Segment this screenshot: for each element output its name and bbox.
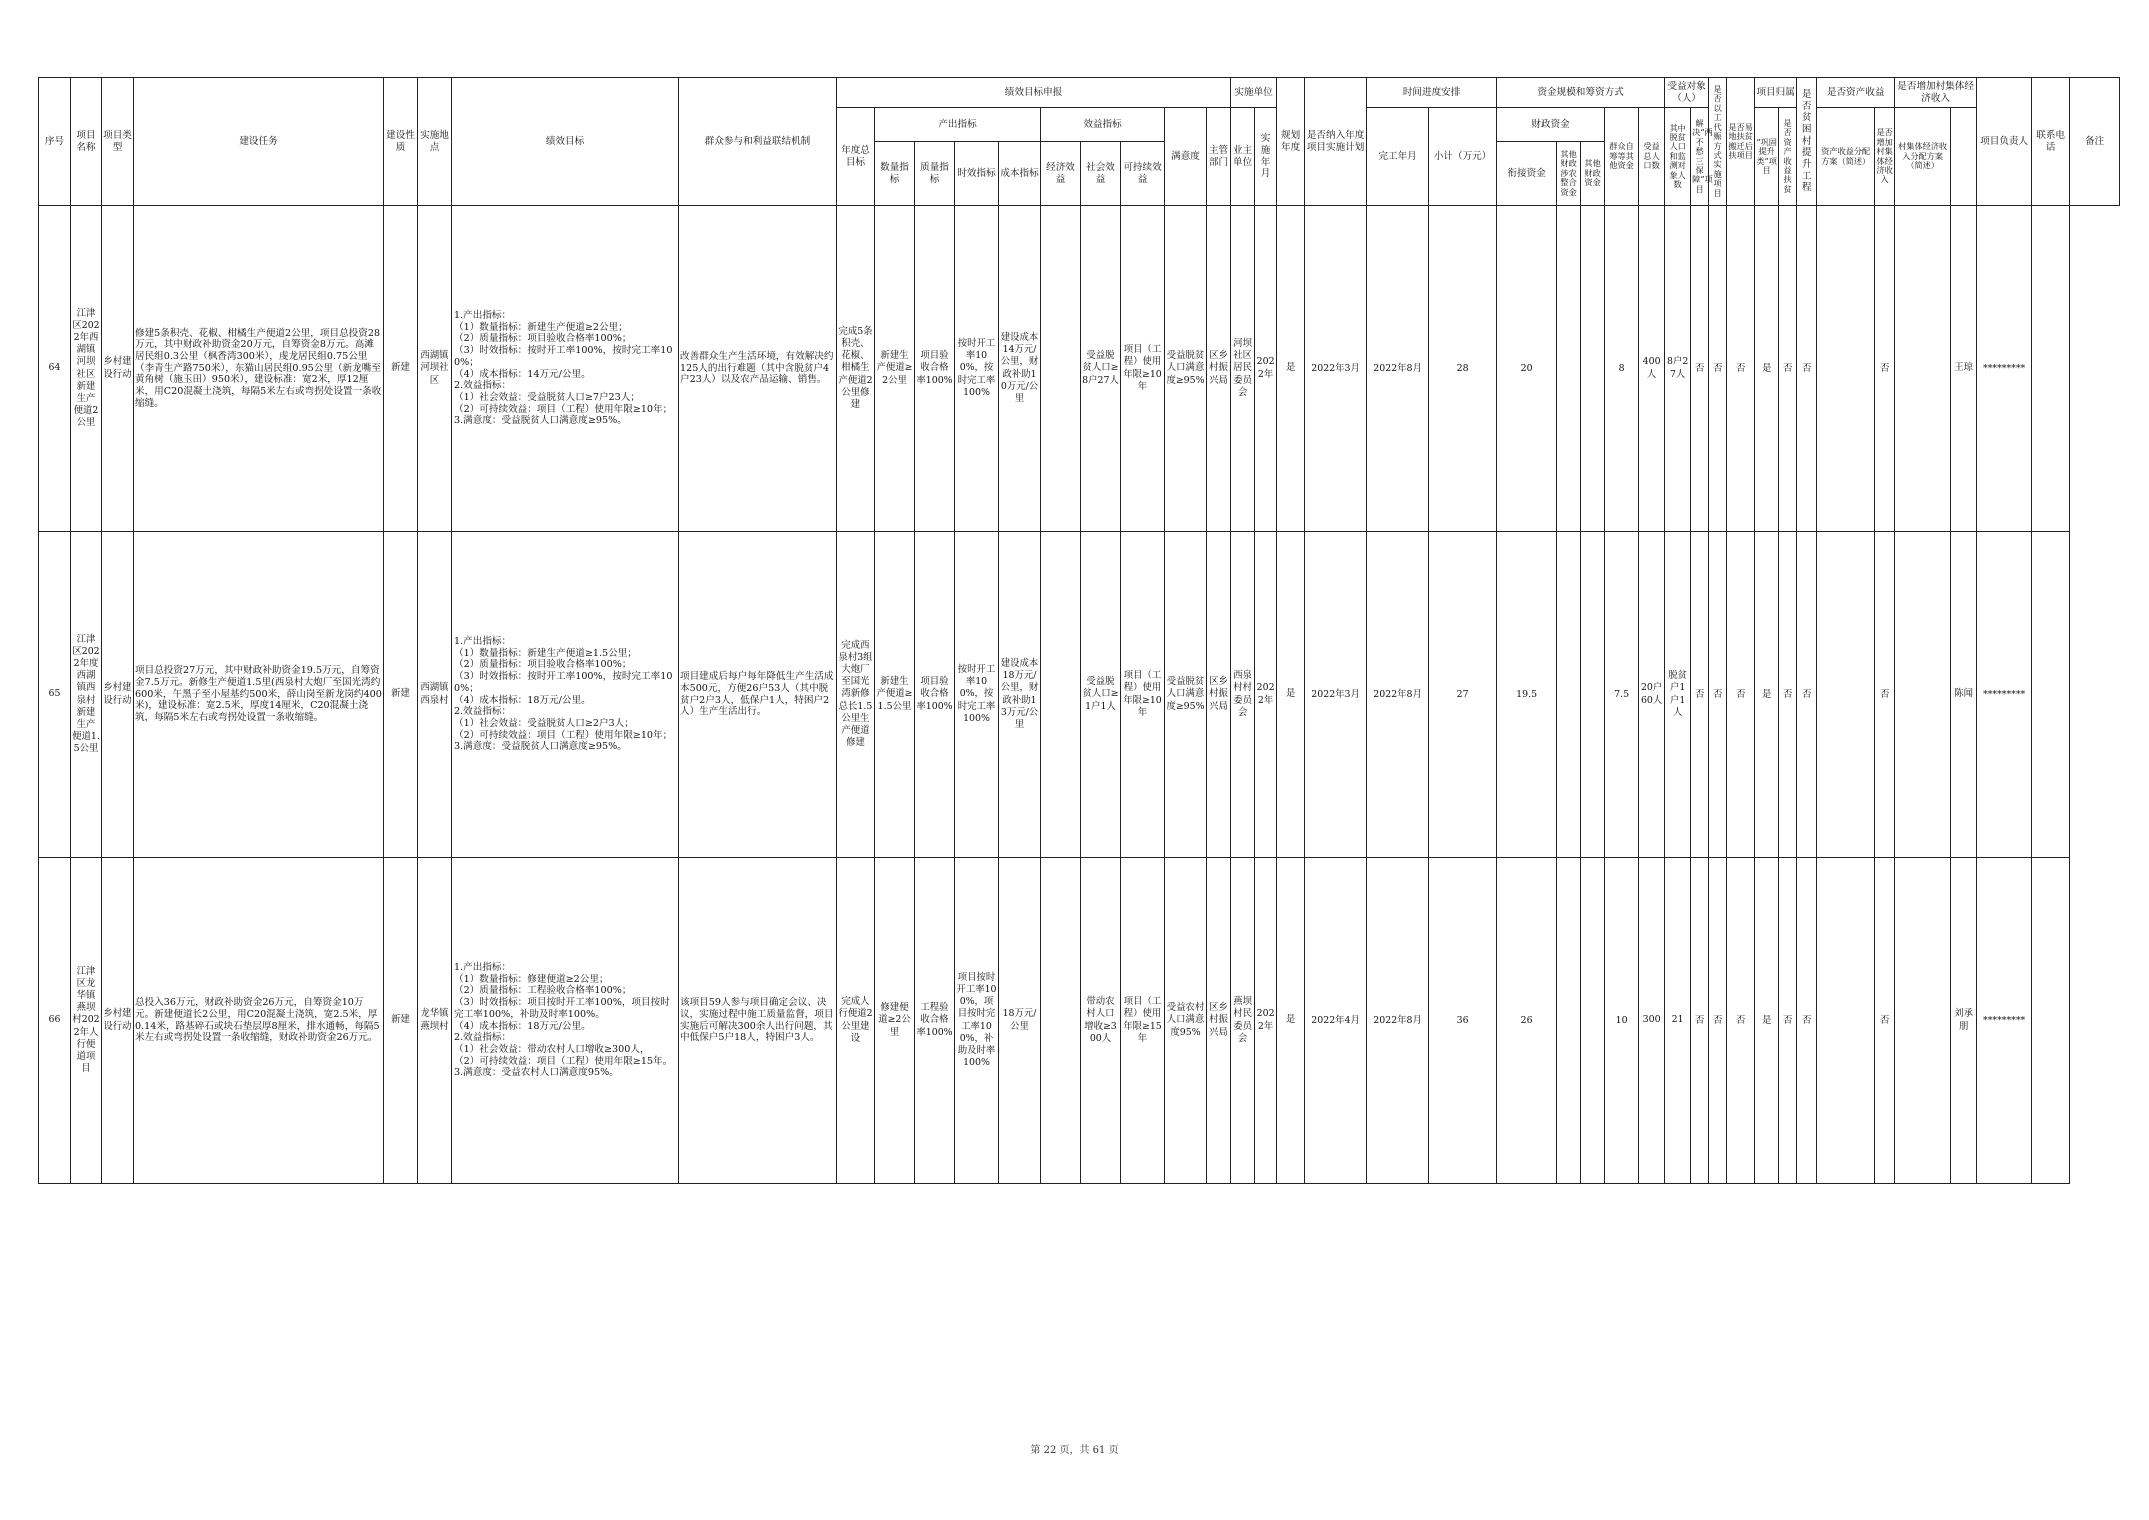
cell-quality: 工程验收合格率100% bbox=[915, 858, 955, 1184]
cell-subtotal: 28 bbox=[1429, 206, 1497, 532]
cell-relocation: 否 bbox=[1709, 858, 1727, 1184]
cell-self-raised: 8 bbox=[1605, 206, 1639, 532]
cell-social: 受益脱贫人口≥8户27人 bbox=[1081, 206, 1121, 532]
cell-seq: 66 bbox=[39, 858, 71, 1184]
cell-poor-beneficiaries: 21 bbox=[1665, 858, 1691, 1184]
cell-mechanism: 该项目59人参与项目确定会议、决议，实施过程中施工质量监督，项目实施后可解决300余人出行问题，其中低保户5户18人，特困户3人。 bbox=[679, 858, 837, 1184]
goal-line: 3.满意度：受益脱贫人口满意度≥95%。 bbox=[454, 741, 627, 753]
cell-relocation: 否 bbox=[1709, 532, 1727, 858]
cell-annual-target: 完成人行便道2公里建设 bbox=[837, 858, 875, 1184]
cell-project-type: 乡村建设行动 bbox=[102, 532, 134, 858]
cell-is-asset-income: 否 bbox=[1797, 532, 1817, 858]
header-connection-funds: 衔接资金 bbox=[1497, 142, 1557, 206]
cell-start-month: 2022年3月 bbox=[1305, 532, 1367, 858]
goal-line: 3.满意度：受益脱贫人口满意度≥95%。 bbox=[454, 415, 627, 427]
header-funding: 资金规模和筹资方式 bbox=[1497, 78, 1665, 108]
cell-two-guarantees: 否 bbox=[1727, 532, 1755, 858]
cell-end-month: 2022年8月 bbox=[1367, 532, 1429, 858]
header-performance-report: 绩效目标申报 bbox=[837, 78, 1231, 108]
goal-line: （3）时效指标：按时开工率100%，按时完工率100%； bbox=[454, 671, 673, 694]
cell-sustainable: 项目（工程）使用年限≥15年 bbox=[1121, 858, 1165, 1184]
cell-plan-year: 2022年 bbox=[1255, 206, 1277, 532]
cell-other-fiscal-funds bbox=[1581, 206, 1605, 532]
goal-line: 3.满意度：受益农村人口满意度95%。 bbox=[454, 1067, 619, 1079]
cell-total-beneficiaries: 20户60人 bbox=[1639, 532, 1665, 858]
header-quantity: 数量指标 bbox=[875, 142, 915, 206]
header-is-asset-income: 是否资产收益扶贫 bbox=[1779, 108, 1797, 206]
cell-income-distribution bbox=[1817, 532, 1875, 858]
header-consolidate: “巩固提升类”项目 bbox=[1755, 108, 1779, 206]
table-row bbox=[39, 532, 2120, 858]
header-plan-year: 规划年度 bbox=[1277, 78, 1305, 206]
header-total-beneficiaries: 受益总人口数 bbox=[1639, 108, 1665, 206]
header-sustainable: 可持续效益 bbox=[1121, 142, 1165, 206]
cell-subtotal: 36 bbox=[1429, 858, 1497, 1184]
goal-line: 2.效益指标： bbox=[454, 380, 512, 392]
cell-supervisor: 区乡村振兴局 bbox=[1207, 206, 1231, 532]
cell-two-guarantees: 否 bbox=[1727, 206, 1755, 532]
header-included-in-plan: 是否纳入年度项目实施计划 bbox=[1305, 78, 1367, 206]
header-supervisor: 主管部门 bbox=[1207, 108, 1231, 206]
header-annual-target: 年度总目标 bbox=[837, 108, 875, 206]
page-footer: 第 22 页，共 61 页 bbox=[1030, 1445, 1119, 1456]
cell-self-raised: 10 bbox=[1605, 858, 1639, 1184]
goal-line: （1）数量指标：新建生产便道≥2公里； bbox=[454, 321, 628, 333]
header-phone: 联系电话 bbox=[2032, 78, 2070, 206]
cell-start-month: 2022年4月 bbox=[1305, 858, 1367, 1184]
cell-timeliness: 按时开工率100%，按时完工率100% bbox=[955, 206, 999, 532]
cell-remarks bbox=[2032, 858, 2070, 1184]
cell-quantity: 新建生产便道≥1.5公里 bbox=[875, 532, 915, 858]
header-output-indicators: 产出指标 bbox=[875, 108, 1041, 142]
cell-manager: 王琼 bbox=[1951, 206, 1977, 532]
cell-poor-village: 否 bbox=[1779, 858, 1797, 1184]
cell-manager: 刘承朋 bbox=[1951, 858, 1977, 1184]
cell-satisfaction: 受益脱贫人口满意度≥95% bbox=[1165, 532, 1207, 858]
cell-location: 西湖镇西泉村 bbox=[418, 532, 452, 858]
cell-timeliness: 按时开工率100%，按时完工率100% bbox=[955, 532, 999, 858]
cell-self-raised: 7.5 bbox=[1605, 532, 1639, 858]
header-start-month: 实施年月 bbox=[1255, 108, 1277, 206]
cell-manager: 陈闻 bbox=[1951, 532, 1977, 858]
header-asset-income: 是否资产收益 bbox=[1817, 78, 1895, 108]
header-collective-distribution: 村集体经济收入分配方案（简述） bbox=[1895, 108, 1951, 206]
cell-performance-goal bbox=[452, 532, 679, 858]
cell-is-collective: 否 bbox=[1875, 206, 1895, 532]
cell-poor-village: 否 bbox=[1779, 206, 1797, 532]
cell-remarks bbox=[2032, 206, 2070, 532]
cell-seq: 65 bbox=[39, 532, 71, 858]
cell-economic bbox=[1041, 858, 1081, 1184]
header-other-fiscal-funds: 其他财政资金 bbox=[1581, 142, 1605, 206]
cell-seq: 64 bbox=[39, 206, 71, 532]
header-quality: 质量指标 bbox=[915, 142, 955, 206]
cell-start-month: 2022年3月 bbox=[1305, 206, 1367, 532]
goal-line: （3）时效指标：按时开工率100%，按时完工率100%； bbox=[454, 345, 673, 368]
cell-construction-nature: 新建 bbox=[384, 532, 418, 858]
goal-line: （4）成本指标：18万元/公里。 bbox=[454, 1020, 591, 1032]
cell-collective-distribution bbox=[1895, 532, 1951, 858]
cell-construction-task: 项目总投资27万元，其中财政补助资金19.5万元，自筹资金7.5万元。新修生产便道1.5里(西泉村大炮厂至国光湾约600米，午黑子至小屋基约500米，薛山岗至新龙岗约400米)，建设标准：宽2.5米，厚度14厘米，C20混凝土浇筑，每隔5米左右或弯拐处设置一条收缩缝。 bbox=[134, 532, 384, 858]
cell-phone: ********* bbox=[1977, 206, 2032, 532]
goal-line: 2.效益指标： bbox=[454, 706, 512, 718]
cell-subtotal: 27 bbox=[1429, 532, 1497, 858]
header-project-type: 项目类型 bbox=[102, 78, 134, 206]
header-subtotal: 小计（万元） bbox=[1429, 108, 1497, 206]
cell-is-asset-income: 否 bbox=[1797, 858, 1817, 1184]
header-performance-goal: 绩效目标 bbox=[452, 78, 679, 206]
goal-line: （3）时效指标：项目按时开工率100%，项目按时完工率100%，补助及时率100%。 bbox=[454, 997, 670, 1020]
cell-plan-year: 2022年 bbox=[1255, 532, 1277, 858]
header-two-guarantees: 解决“两不愁三保障”项目 bbox=[1691, 108, 1709, 206]
cell-location: 龙华镇燕坝村 bbox=[418, 858, 452, 1184]
cell-phone: ********* bbox=[1977, 532, 2032, 858]
header-manager: 项目负责人 bbox=[1977, 78, 2032, 206]
cell-connection-funds: 26 bbox=[1497, 858, 1557, 1184]
cell-relocation: 否 bbox=[1709, 206, 1727, 532]
header-timeliness: 时效指标 bbox=[955, 142, 999, 206]
header-social: 社会效益 bbox=[1081, 142, 1121, 206]
cell-construction-task: 总投入36万元，财政补助资金26万元，自筹资金10万元。新建便道长2公里，用C20混凝土浇筑，宽2.5米，厚0.14米，路基碎石或块石垫层厚8厘米，排水通畅，每隔5米左右或弯拐处设置一条收缩缝，财政补助资金26万元。 bbox=[134, 858, 384, 1184]
cell-location: 西湖镇河坝社区 bbox=[418, 206, 452, 532]
cell-supervisor: 区乡村振兴局 bbox=[1207, 858, 1231, 1184]
goal-line: （2）质量指标：项目验收合格率100%； bbox=[454, 659, 632, 671]
header-mechanism: 群众参与和利益联结机制 bbox=[679, 78, 837, 206]
header-other-agri-funds: 其他财政涉农整合资金 bbox=[1557, 142, 1581, 206]
cell-two-guarantees: 否 bbox=[1727, 858, 1755, 1184]
cell-quantity: 修建便道≥2公里 bbox=[875, 858, 915, 1184]
cell-consolidate: 是 bbox=[1755, 858, 1779, 1184]
header-relocation: 是否易地扶贫搬迁后扶项目 bbox=[1727, 78, 1755, 206]
goal-line: 1.产出指标： bbox=[454, 635, 512, 647]
cell-economic bbox=[1041, 206, 1081, 532]
goal-line: （2）可持续效益：项目（工程）使用年限≥15年。 bbox=[454, 1055, 673, 1067]
cell-other-agri-funds bbox=[1557, 206, 1581, 532]
goal-line: （2）可持续效益：项目（工程）使用年限≥10年； bbox=[454, 403, 673, 415]
cell-construction-task: 修建5条积壳、花椒、柑橘生产便道2公里，项目总投资28万元，其中财政补助资金20万元，自筹资金8万元。高滩居民组0.3公里（枫香湾300米），虔龙居民组0.75公里（李青生产路750米），东猫山居民组0.95公里（新龙嘴至黄角树（施玉田）950米），建设标准：宽2米，厚12厘米，用C20混凝土浇筑，每隔5米左右或弯拐处设置一条收缩缝。 bbox=[134, 206, 384, 532]
project-table bbox=[38, 77, 2120, 1184]
cell-project-name: 江津区龙华镇燕坝村2022年人行便道项目 bbox=[71, 858, 102, 1184]
cell-is-asset-income: 否 bbox=[1797, 206, 1817, 532]
header-owner-unit: 业主单位 bbox=[1231, 108, 1255, 206]
goal-line: （2）质量指标：工程验收合格率100%； bbox=[454, 985, 632, 997]
cell-performance-goal bbox=[452, 858, 679, 1184]
cell-social: 受益脱贫人口≥1户1人 bbox=[1081, 532, 1121, 858]
cell-other-fiscal-funds bbox=[1581, 858, 1605, 1184]
cell-project-name: 江津区2022年度西湖镇西泉村新建生产便道1.5公里 bbox=[71, 532, 102, 858]
cell-end-month: 2022年8月 bbox=[1367, 206, 1429, 532]
header-fiscal-funds: 财政资金 bbox=[1497, 108, 1605, 142]
cell-project-name: 江津区2022年西湖镇河坝社区新建生产便道2公里 bbox=[71, 206, 102, 532]
cell-connection-funds: 19.5 bbox=[1497, 532, 1557, 858]
cell-cost: 建设成本14万元/公里，财政补助10万元/公里 bbox=[999, 206, 1041, 532]
cell-construction-nature: 新建 bbox=[384, 206, 418, 532]
cell-income-distribution bbox=[1817, 206, 1875, 532]
header-schedule: 时间进度安排 bbox=[1367, 78, 1497, 108]
cell-quantity: 新建生产便道≥2公里 bbox=[875, 206, 915, 532]
goal-line: 1.产出指标： bbox=[454, 961, 512, 973]
cell-plan-year: 2022年 bbox=[1255, 858, 1277, 1184]
cell-cost: 建设成本18万元/公里，财政补助13万元/公里 bbox=[999, 532, 1041, 858]
cell-total-beneficiaries: 300 bbox=[1639, 858, 1665, 1184]
header-poor-beneficiaries: 其中脱贫人口和监测对象人数 bbox=[1665, 108, 1691, 206]
cell-total-beneficiaries: 400人 bbox=[1639, 206, 1665, 532]
cell-owner-unit: 西泉村村委员会 bbox=[1231, 532, 1255, 858]
cell-sustainable: 项目（工程）使用年限≥10年 bbox=[1121, 532, 1165, 858]
header-income-distribution: 资产收益分配方案（简述） bbox=[1817, 108, 1875, 206]
cell-consolidate: 是 bbox=[1755, 532, 1779, 858]
cell-mechanism: 项目建成后每户每年降低生产生活成本500元，方便26户53人（其中脱贫户2户3人，低保户1人，特困户2人）生产生活出行。 bbox=[679, 532, 837, 858]
header-seq: 序号 bbox=[39, 78, 71, 206]
cell-income-distribution bbox=[1817, 858, 1875, 1184]
header-benefit-indicators: 效益指标 bbox=[1041, 108, 1165, 142]
header-remarks: 备注 bbox=[2070, 78, 2120, 206]
cell-included: 是 bbox=[1277, 532, 1305, 858]
cell-satisfaction: 受益农村人口满意度95% bbox=[1165, 858, 1207, 1184]
header-beneficiaries: 受益对象（人） bbox=[1665, 78, 1709, 108]
header-construction-nature: 建设性质 bbox=[384, 78, 418, 206]
header-end-month: 完工年月 bbox=[1367, 108, 1429, 206]
cell-collective-distribution bbox=[1895, 206, 1951, 532]
cell-poor-beneficiaries: 脱贫户1户1人 bbox=[1665, 532, 1691, 858]
cell-other-agri-funds bbox=[1557, 532, 1581, 858]
cell-included: 是 bbox=[1277, 858, 1305, 1184]
cell-project-type: 乡村建设行动 bbox=[102, 206, 134, 532]
cell-owner-unit: 河坝社区居民委员会 bbox=[1231, 206, 1255, 532]
cell-annual-target: 完成西泉村3组大炮厂至国光湾新修总长1.5公里生产便道修建 bbox=[837, 532, 875, 858]
goal-line: （1）数量指标：修建便道≥2公里； bbox=[454, 973, 609, 985]
header-satisfaction: 满意度 bbox=[1165, 108, 1207, 206]
header-collective-income: 是否增加村集体经济收入 bbox=[1895, 78, 1977, 108]
header-location: 实施地点 bbox=[418, 78, 452, 206]
cell-end-month: 2022年8月 bbox=[1367, 858, 1429, 1184]
cell-performance-goal bbox=[452, 206, 679, 532]
cell-timeliness: 项目按时开工率100%，项目按时完工率100%，补助及时率100% bbox=[955, 858, 999, 1184]
header-construction-task: 建设任务 bbox=[134, 78, 384, 206]
cell-poor-village: 否 bbox=[1779, 532, 1797, 858]
cell-phone: ********* bbox=[1977, 858, 2032, 1184]
cell-owner-unit: 燕坝村民委员会 bbox=[1231, 858, 1255, 1184]
cell-is-collective: 否 bbox=[1875, 532, 1895, 858]
cell-work-relief: 否 bbox=[1691, 206, 1709, 532]
goal-line: （2）可持续效益：项目（工程）使用年限≥10年； bbox=[454, 729, 673, 741]
cell-quality: 项目验收合格率100% bbox=[915, 532, 955, 858]
cell-work-relief: 否 bbox=[1691, 532, 1709, 858]
cell-quality: 项目验收合格率100% bbox=[915, 206, 955, 532]
cell-mechanism: 改善群众生产生活环境，有效解决约125人的出行难题（其中含脱贫户4户23人）以及农产品运输、销售。 bbox=[679, 206, 837, 532]
goal-line: （1）社会效益：受益脱贫人口≥2户3人； bbox=[454, 717, 634, 729]
cell-work-relief: 否 bbox=[1691, 858, 1709, 1184]
cell-connection-funds: 20 bbox=[1497, 206, 1557, 532]
header-project-category: 项目归属 bbox=[1755, 78, 1797, 108]
cell-collective-distribution bbox=[1895, 858, 1951, 1184]
header-work-relief: 是否以工代赈方式实施项目 bbox=[1709, 78, 1727, 206]
header-self-raised: 群众自筹等其他资金 bbox=[1605, 108, 1639, 206]
goal-line: （1）数量指标：新建生产便道≥1.5公里； bbox=[454, 647, 637, 659]
goal-line: （2）质量指标：项目验收合格率100%； bbox=[454, 333, 632, 345]
goal-line: （1）社会效益：带动农村人口增收≥300人， bbox=[454, 1043, 650, 1055]
cell-poor-beneficiaries: 8户27人 bbox=[1665, 206, 1691, 532]
goal-line: （1）社会效益：受益脱贫人口≥7户23人； bbox=[454, 391, 640, 403]
table-row bbox=[39, 206, 2120, 532]
cell-construction-nature: 新建 bbox=[384, 858, 418, 1184]
cell-annual-target: 完成5条积壳、花椒、柑橘生产便道2公里修建 bbox=[837, 206, 875, 532]
header-poor-village: 是否贫困村提升工程 bbox=[1797, 78, 1817, 206]
cell-remarks bbox=[2032, 532, 2070, 858]
cell-included: 是 bbox=[1277, 206, 1305, 532]
header-cost: 成本指标 bbox=[999, 142, 1041, 206]
cell-is-collective: 否 bbox=[1875, 858, 1895, 1184]
header-is-collective: 是否增加村集体经济收入 bbox=[1875, 108, 1895, 206]
header-project-name: 项目名称 bbox=[71, 78, 102, 206]
cell-other-fiscal-funds bbox=[1581, 532, 1605, 858]
header-implementing-unit: 实施单位 bbox=[1231, 78, 1277, 108]
cell-project-type: 乡村建设行动 bbox=[102, 858, 134, 1184]
cell-supervisor: 区乡村振兴局 bbox=[1207, 532, 1231, 858]
table-row bbox=[39, 858, 2120, 1184]
goal-line: 2.效益指标： bbox=[454, 1032, 512, 1044]
cell-social: 带动农村人口增收≥300人 bbox=[1081, 858, 1121, 1184]
cell-cost: 18万元/公里 bbox=[999, 858, 1041, 1184]
goal-line: （4）成本指标：18万元/公里。 bbox=[454, 694, 591, 706]
header-economic: 经济效益 bbox=[1041, 142, 1081, 206]
cell-economic bbox=[1041, 532, 1081, 858]
cell-consolidate: 是 bbox=[1755, 206, 1779, 532]
cell-satisfaction: 受益脱贫人口满意度≥95% bbox=[1165, 206, 1207, 532]
goal-line: 1.产出指标： bbox=[454, 309, 512, 321]
goal-line: （4）成本指标：14万元/公里。 bbox=[454, 368, 591, 380]
cell-other-agri-funds bbox=[1557, 858, 1581, 1184]
cell-sustainable: 项目（工程）使用年限≥10年 bbox=[1121, 206, 1165, 532]
